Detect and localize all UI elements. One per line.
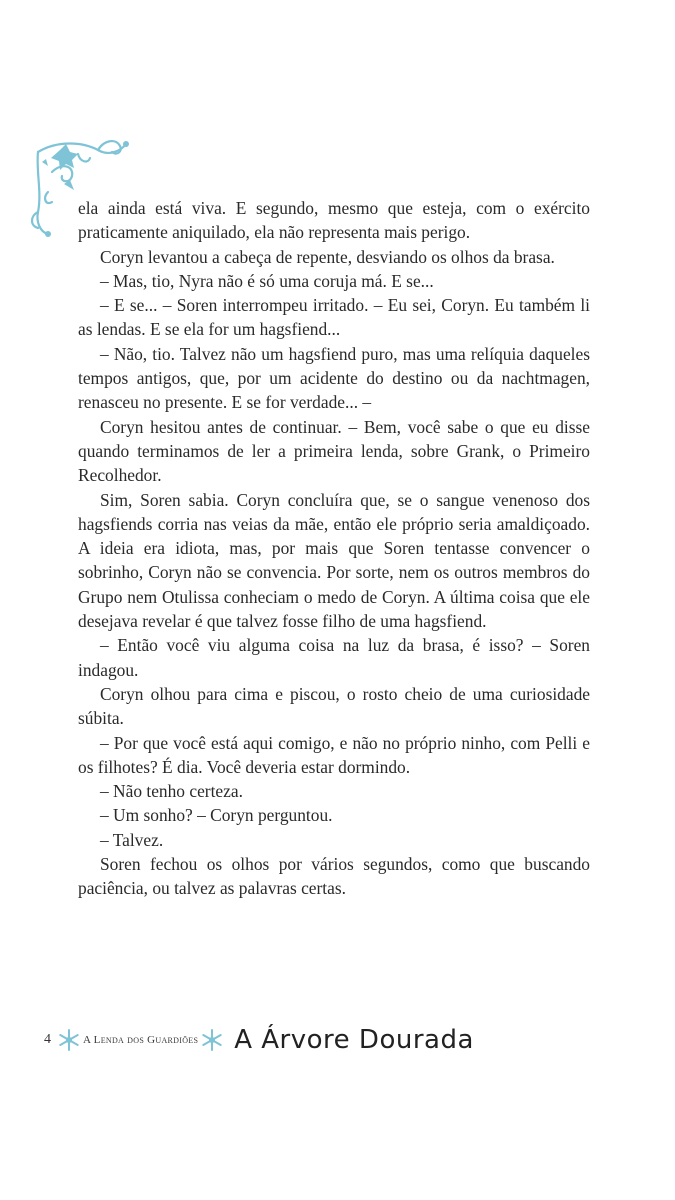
paragraph: – Por que você está aqui comigo, e não no próprio ninho, com Pelli e os filhotes? É dia. Você deveria estar dormindo. [78,732,590,777]
paragraph: – Mas, tio, Nyra não é só uma coruja má. E se... [100,270,434,291]
page-footer [44,1020,474,1060]
series-name: A Lenda dos Guardiões [83,1034,199,1046]
paragraph: Coryn levantou a cabeça de repente, desviando os olhos da brasa. [100,246,555,267]
page-number: 4 [44,1032,51,1047]
paragraph: – Um sonho? – Coryn perguntou. [100,805,333,826]
snowflake-icon [200,1028,224,1052]
snowflake-icon [57,1028,81,1052]
paragraph: ela ainda está viva. E segundo, mesmo que esteja, com o exército praticamente aniquilado, ela não representa mais perigo. [78,198,590,243]
paragraph: Coryn hesitou antes de continuar. – Bem, você sabe o que eu disse quando terminamos de ler a primeira lenda, sobre Grank, o Primeiro Recolhedor. [78,416,590,486]
book-title: A Árvore Dourada [234,1025,474,1055]
paragraph: Coryn olhou para cima e piscou, o rosto cheio de uma curiosidade súbita. [78,683,590,729]
paragraph: – E se... – Soren interrompeu irritado. – Eu sei, Coryn. Eu também li as lendas. E se ela for um hagsfiend... [78,295,590,340]
paragraph: Sim, Soren sabia. Coryn concluíra que, se o sangue venenoso dos hagsfiends corria nas veias da mãe, então ele próprio seria amaldiçoado. A ideia era idiota, mas, por mais que Soren tentasse convencer o sobrinho, Coryn não se convencia. Por sorte, nem os outros membros do Grupo nem Otulissa conheciam o medo de Coryn. A última coisa que ele desejava revelar é que talvez fosse filho de uma hagsfiend. [78,489,590,632]
paragraph: – Não, tio. Talvez não um hagsfiend puro, mas uma relíquia daqueles tempos antigos, que, por um acidente do destino ou da nachtmagen, renasceu no presente. E se for verdade... – [78,343,590,413]
paragraph: Soren fechou os olhos por vários segundos, como que buscando paciência, ou talvez as palavras certas. [78,854,590,899]
paragraph: – Então você viu alguma coisa na luz da brasa, é isso? – Soren indagou. [78,635,590,680]
body-text [78,196,590,901]
paragraph: – Talvez. [100,829,164,850]
paragraph: – Não tenho certeza. [100,781,243,802]
